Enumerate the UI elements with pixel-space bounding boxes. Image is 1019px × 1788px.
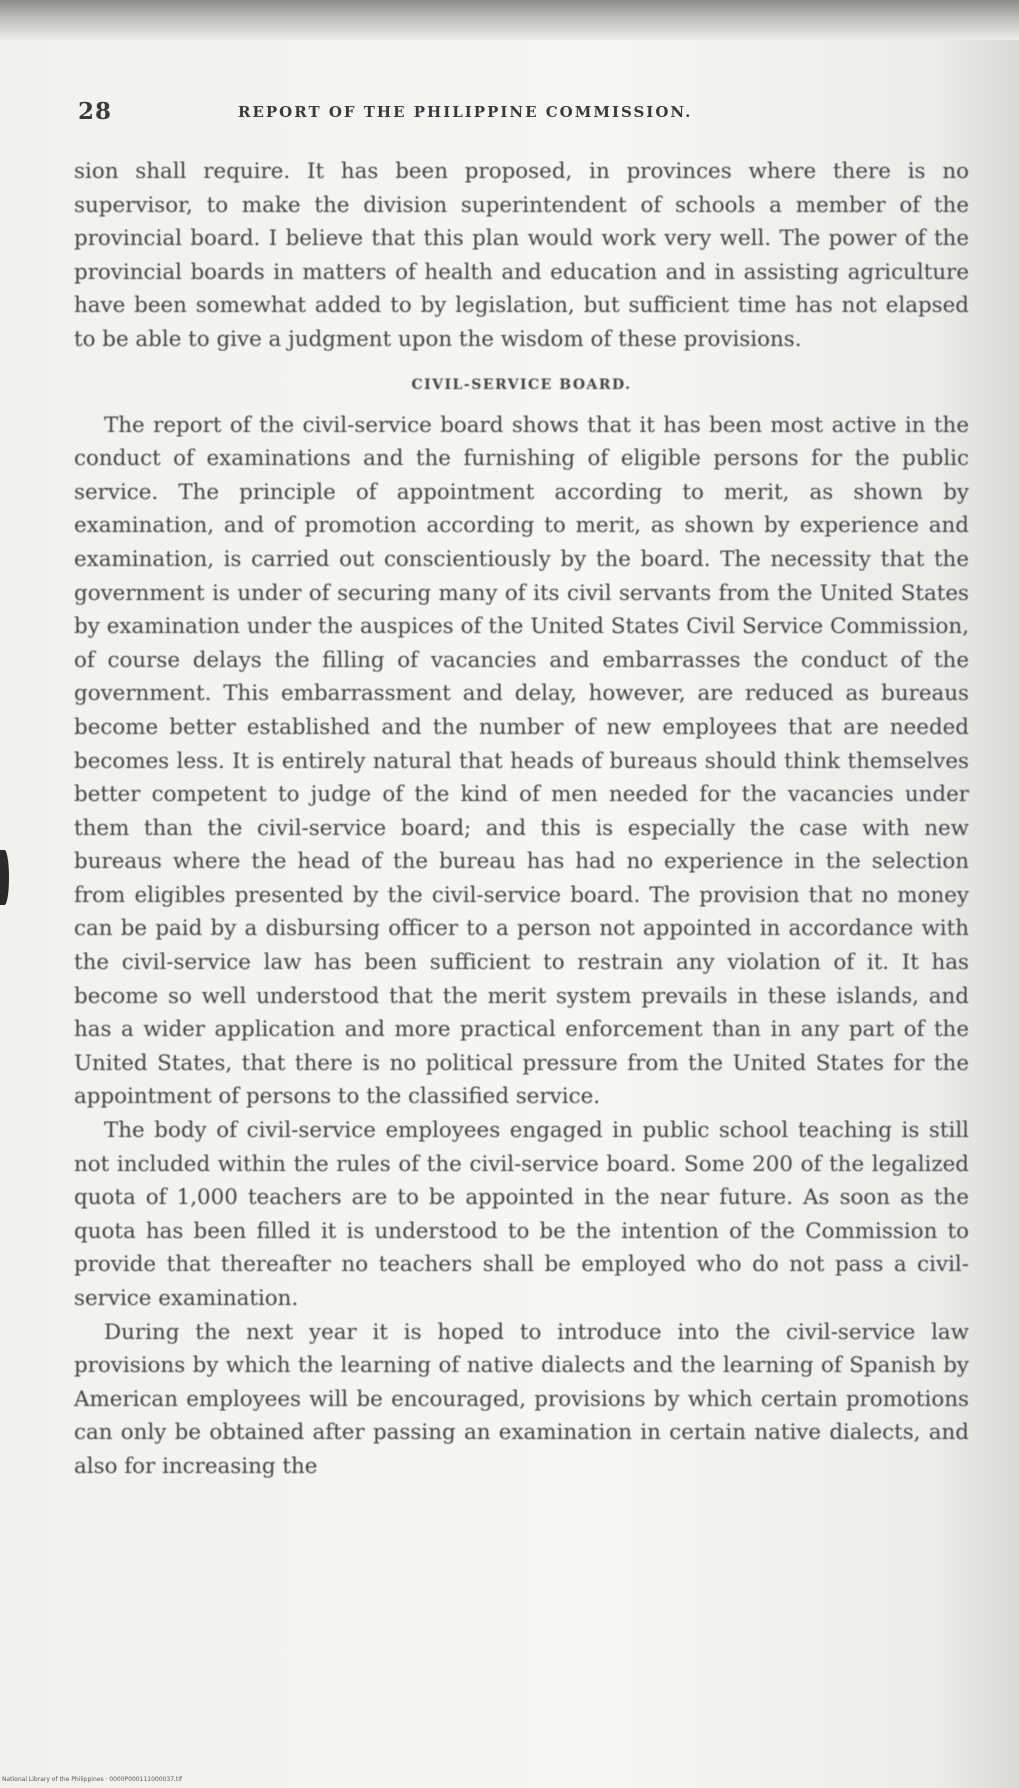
section-heading: CIVIL-SERVICE BOARD. — [411, 376, 632, 393]
body-text — [74, 155, 969, 1484]
page-header — [78, 98, 968, 134]
scan-caption: National Library of the Philippines · 0000P000111000037.tif — [2, 1776, 183, 1783]
paragraph-civil-service-report: The report of the civil-service board shows that it has been most active in the conduct of examinations and the furnishing of eligible persons for the public service. The principle of appointment according to merit, as shown by examination, and of promotion according to merit, as shown by experience and examination, is carried out conscientiously by the board. The necessity that the government is under of securing many of its civil servants from the United States by examination under the auspices of the United States Civil Service Commission, of course delays the filling of vacancies and embarrasses the conduct of the government. This embarrassment and delay, however, are reduced as bureaus become better established and the number of new employees that are needed becomes less. It is entirely natural that heads of bureaus should think themselves better competent to judge of the kind of men needed for the vacancies under them than the civil-service board; and this is especially the case with new bureaus where the head of the bureau has had no experience in the selection from eligibles presented by the civil-service board. The provision that no money can be paid by a disbursing officer to a person not appointed in accordance with the civil-service law has been sufficient to restrain any violation of it. It has become so well understood that the merit system prevails in these islands, and has a wider application and more practical enforcement than in any part of the United States, that there is no political pressure from the United States for the appointment of persons to the classified service. — [74, 412, 969, 1110]
paragraph-continuation: sion shall require. It has been proposed, in provinces where there is no supervisor, to make the division superintendent of schools a member of the provincial board. I believe that this plan would work very well. The power of the provincial boards in matters of health and education and in assisting agriculture have been somewhat added to by legislation, but sufficient time has not elapsed to be able to give a judgment upon the wisdom of these provisions. — [74, 159, 969, 352]
page-fold-shadow — [0, 0, 1019, 40]
paragraph-next-year: During the next year it is hoped to introduce into the civil-service law provisions by which the learning of native dialects and the learning of Spanish by American employees will be encouraged, provisions by which certain promotions can only be obtained after passing an examination in certain native dialects, and also for increasing the — [74, 1319, 969, 1479]
running-head: REPORT OF THE PHILIPPINE COMMISSION. — [238, 103, 693, 121]
page-number: 28 — [78, 98, 113, 125]
paragraph-teachers: The body of civil-service employees engaged in public school teaching is still not included within the rules of the civil-service board. Some 200 of the legalized quota of 1,000 teachers are to be appointed in the near future. As soon as the quota has been filled it is understood to be the intention of the Commission to provide that thereafter no teachers shall be employed who do not pass a civil-service examination. — [74, 1118, 969, 1311]
binding-mark — [0, 850, 9, 905]
